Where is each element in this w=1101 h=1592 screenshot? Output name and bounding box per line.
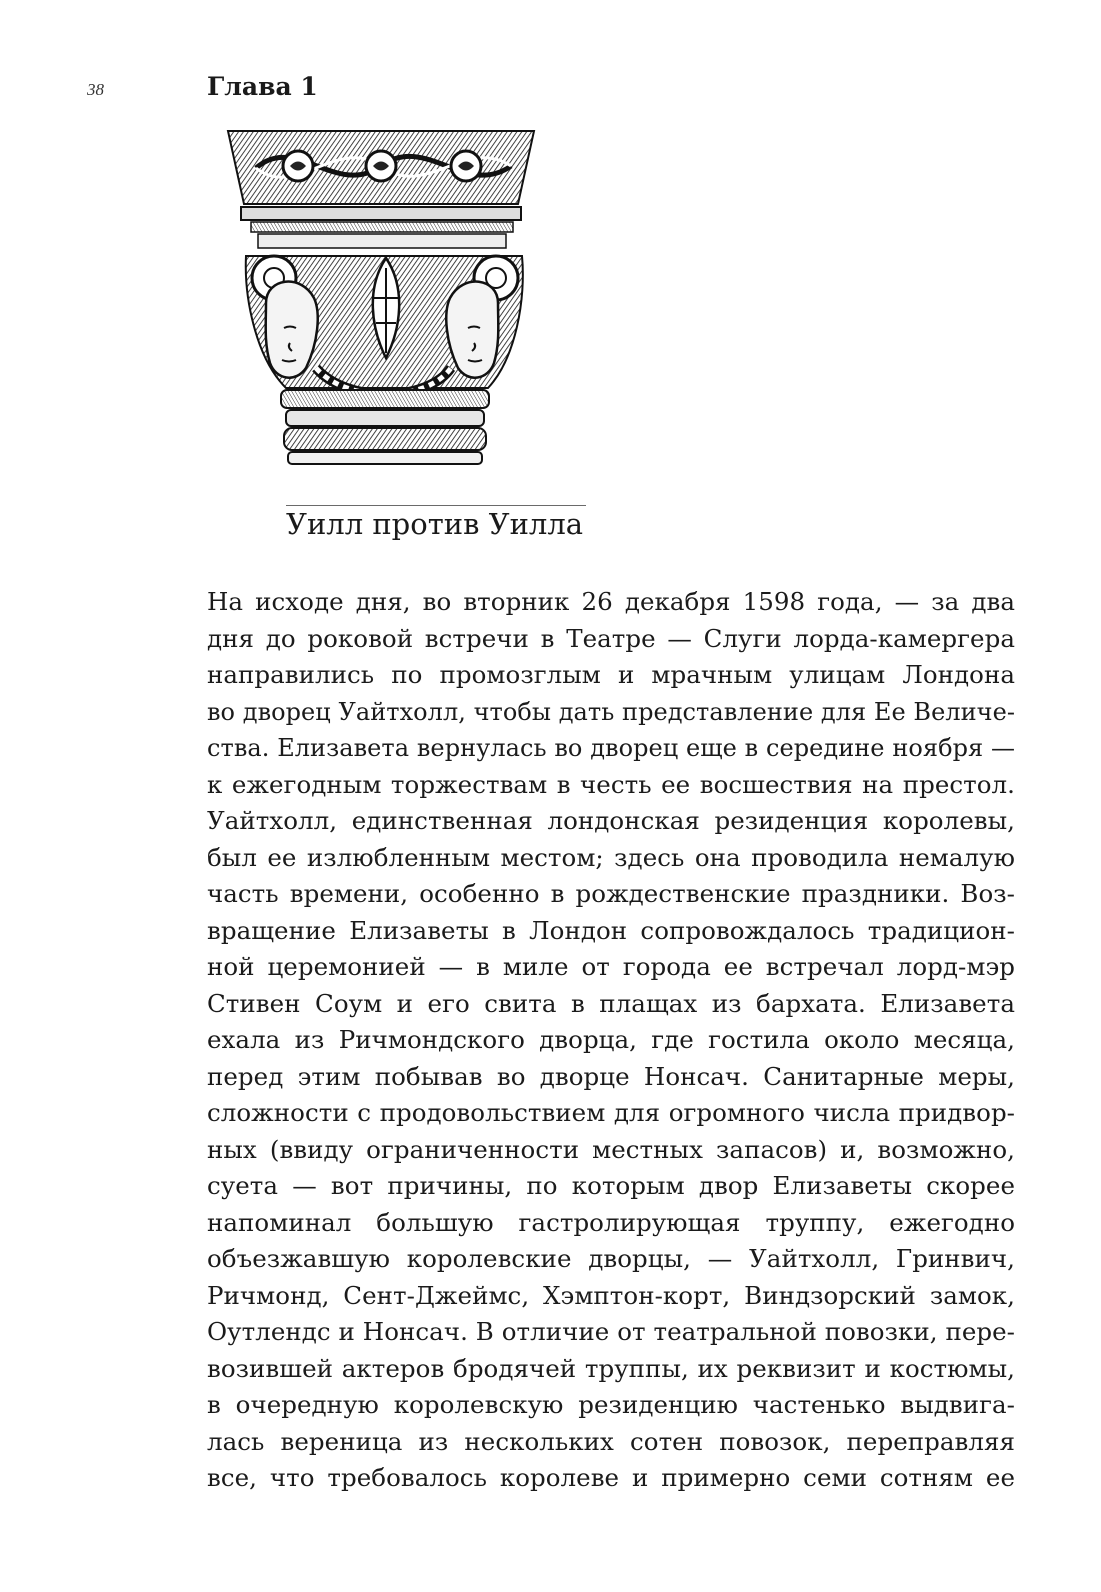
text-line: ных (ввиду ограниченности местных запасов) и, возможно, <box>207 1134 1015 1164</box>
text-line: к ежегодным торжествам в честь ее восшествия на престол. <box>207 769 1015 799</box>
chapter-label: Глава 1 <box>207 72 318 101</box>
page-number: 38 <box>87 80 104 99</box>
text-line: все, что требовалось королеве и примерно семи сотням ее <box>207 1463 1015 1492</box>
corinthian-capital-ornament-icon <box>226 128 546 470</box>
title-divider <box>286 505 586 506</box>
text-line: ства. Елизавета вернулась во дворец еще в середине ноября — <box>207 734 1015 762</box>
text-line: был ее излюбленным местом; здесь она проводила немалую <box>207 842 1015 872</box>
text-line: объезжавшую королевские дворцы, — Уайтхолл, Гринвич, <box>207 1244 1015 1273</box>
text-line: в очередную королевскую резиденцию частенько выдвига- <box>207 1390 1015 1419</box>
text-line: сложности с продовольствием для огромного числа придвор- <box>207 1098 1015 1127</box>
text-line: Оутлендс и Нонсач. В отличие от театральной повозки, пере- <box>207 1317 1015 1346</box>
text-line: Стивен Соум и его свита в плащах из бархата. Елизавета <box>207 988 1015 1018</box>
text-line: дня до роковой встречи в Театре — Слуги лорда-камергера <box>207 623 1015 653</box>
text-line: ехала из Ричмондского дворца, где гостила около месяца, <box>207 1025 1015 1054</box>
text-line: На исходе дня, во вторник 26 декабря 1598 года, — за два <box>207 587 1015 616</box>
text-line: направились по промозглым и мрачным улицам Лондона <box>207 660 1015 689</box>
text-line: возившей актеров бродячей труппы, их реквизит и костюмы, <box>207 1353 1015 1383</box>
text-line: вращение Елизаветы в Лондон сопровождалось традицион- <box>207 915 1015 945</box>
text-line: суета — вот причины, по которым двор Елизаветы скорее <box>207 1171 1015 1200</box>
text-line: перед этим побывав во дворце Нонсач. Санитарные меры, <box>207 1061 1015 1091</box>
body-paragraph <box>207 584 1015 1497</box>
text-line: лась вереница из нескольких сотен повозок, переправляя <box>207 1426 1015 1456</box>
text-line: ной церемонией — в миле от города ее встречал лорд-мэр <box>207 952 1015 981</box>
text-line: Уайтхолл, единственная лондонская резиденция королевы, <box>207 806 1015 835</box>
text-line: напоминал большую гастролирующая труппу, ежегодно <box>207 1207 1015 1237</box>
section-title: Уилл против Уилла <box>286 507 584 541</box>
text-line: Ричмонд, Сент-Джеймс, Хэмптон-корт, Виндзорский замок, <box>207 1280 1015 1310</box>
text-line: часть времени, особенно в рождественские праздники. Воз- <box>207 879 1015 908</box>
text-line: во дворец Уайтхолл, чтобы дать представление для Ее Величе- <box>207 697 1015 726</box>
